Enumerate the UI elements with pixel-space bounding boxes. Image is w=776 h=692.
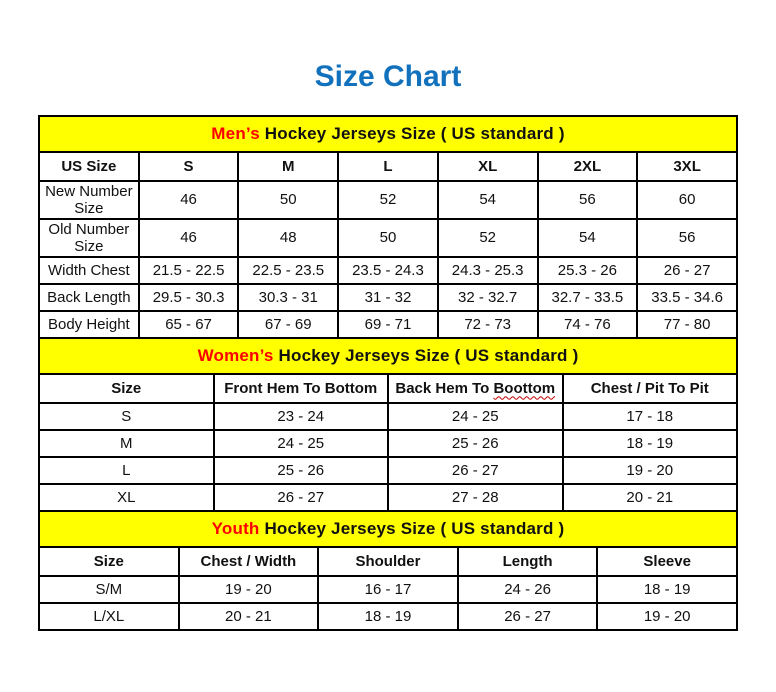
womens-caption-row <box>39 338 737 374</box>
column-header: Size <box>39 547 179 576</box>
table-row <box>39 311 737 338</box>
table-cell: 26 - 27 <box>214 484 389 511</box>
table-cell: 19 - 20 <box>179 576 319 603</box>
column-header: M <box>238 152 338 181</box>
row-label: New Number Size <box>39 181 139 219</box>
column-header: Sleeve <box>597 547 737 576</box>
row-label: Width Chest <box>39 257 139 284</box>
table-cell: 60 <box>637 181 737 219</box>
row-label: Old Number Size <box>39 219 139 257</box>
table-row <box>39 403 737 430</box>
row-label: M <box>39 430 214 457</box>
table-cell: 56 <box>637 219 737 257</box>
youth-size-table <box>38 510 738 631</box>
table-cell: 18 - 19 <box>318 603 458 630</box>
table-cell: 24 - 25 <box>388 403 563 430</box>
table-cell: 72 - 73 <box>438 311 538 338</box>
table-row <box>39 603 737 630</box>
column-header-text: Back Hem To <box>395 379 494 397</box>
column-header: US Size <box>39 152 139 181</box>
table-cell: 30.3 - 31 <box>238 284 338 311</box>
table-cell: 25 - 26 <box>214 457 389 484</box>
table-cell: 21.5 - 22.5 <box>139 257 239 284</box>
table-cell: 33.5 - 34.6 <box>637 284 737 311</box>
table-row <box>39 284 737 311</box>
column-header <box>388 374 563 403</box>
column-header: Chest / Width <box>179 547 319 576</box>
column-header: Size <box>39 374 214 403</box>
womens-size-table <box>38 337 738 512</box>
table-row <box>39 430 737 457</box>
table-cell: 19 - 20 <box>563 457 738 484</box>
table-row <box>39 257 737 284</box>
column-header: Front Hem To Bottom <box>214 374 389 403</box>
table-cell: 18 - 19 <box>563 430 738 457</box>
table-row <box>39 576 737 603</box>
column-header: 3XL <box>637 152 737 181</box>
table-cell: 52 <box>338 181 438 219</box>
table-cell: 22.5 - 23.5 <box>238 257 338 284</box>
table-cell: 46 <box>139 219 239 257</box>
caption-highlight: Men’s <box>211 123 260 143</box>
youth-caption-row <box>39 511 737 547</box>
table-cell: 65 - 67 <box>139 311 239 338</box>
column-header: Chest / Pit To Pit <box>563 374 738 403</box>
row-label: L/XL <box>39 603 179 630</box>
youth-section-caption <box>39 511 737 547</box>
row-label: Back Length <box>39 284 139 311</box>
table-cell: 50 <box>338 219 438 257</box>
table-cell: 23 - 24 <box>214 403 389 430</box>
table-cell: 69 - 71 <box>338 311 438 338</box>
table-cell: 24 - 26 <box>458 576 598 603</box>
page-title: Size Chart <box>314 60 462 93</box>
table-cell: 26 - 27 <box>388 457 563 484</box>
table-cell: 18 - 19 <box>597 576 737 603</box>
womens-section-caption <box>39 338 737 374</box>
row-label: XL <box>39 484 214 511</box>
table-cell: 25.3 - 26 <box>538 257 638 284</box>
row-label: L <box>39 457 214 484</box>
table-cell: 24 - 25 <box>214 430 389 457</box>
table-cell: 20 - 21 <box>563 484 738 511</box>
table-cell: 23.5 - 24.3 <box>338 257 438 284</box>
table-cell: 54 <box>438 181 538 219</box>
table-cell: 56 <box>538 181 638 219</box>
table-cell: 24.3 - 25.3 <box>438 257 538 284</box>
table-cell: 26 - 27 <box>637 257 737 284</box>
column-header: S <box>139 152 239 181</box>
mens-header-row <box>39 152 737 181</box>
column-header: XL <box>438 152 538 181</box>
table-cell: 52 <box>438 219 538 257</box>
womens-header-row <box>39 374 737 403</box>
table-row <box>39 484 737 511</box>
table-cell: 29.5 - 30.3 <box>139 284 239 311</box>
column-header: Shoulder <box>318 547 458 576</box>
youth-header-row <box>39 547 737 576</box>
table-cell: 19 - 20 <box>597 603 737 630</box>
mens-section-caption <box>39 116 737 152</box>
column-header: 2XL <box>538 152 638 181</box>
table-row <box>39 457 737 484</box>
row-label: S/M <box>39 576 179 603</box>
size-chart-tables <box>38 115 738 631</box>
caption-text: Hockey Jerseys Size ( US standard ) <box>273 345 579 365</box>
row-label: Body Height <box>39 311 139 338</box>
table-cell: 50 <box>238 181 338 219</box>
table-cell: 54 <box>538 219 638 257</box>
mens-caption-row <box>39 116 737 152</box>
misspelled-word-spellcheck-underline: Boottom <box>493 379 556 397</box>
caption-highlight: Women’s <box>197 345 274 365</box>
table-cell: 25 - 26 <box>388 430 563 457</box>
column-header: Length <box>458 547 598 576</box>
column-header: L <box>338 152 438 181</box>
table-row <box>39 219 737 257</box>
table-cell: 48 <box>238 219 338 257</box>
table-cell: 27 - 28 <box>388 484 563 511</box>
mens-size-table <box>38 115 738 339</box>
table-cell: 31 - 32 <box>338 284 438 311</box>
table-cell: 74 - 76 <box>538 311 638 338</box>
table-row <box>39 181 737 219</box>
table-cell: 20 - 21 <box>179 603 319 630</box>
row-label: S <box>39 403 214 430</box>
table-cell: 46 <box>139 181 239 219</box>
caption-text: Hockey Jerseys Size ( US standard ) <box>259 518 565 538</box>
caption-text: Hockey Jerseys Size ( US standard ) <box>259 123 565 143</box>
table-cell: 32.7 - 33.5 <box>538 284 638 311</box>
table-cell: 16 - 17 <box>318 576 458 603</box>
table-cell: 67 - 69 <box>238 311 338 338</box>
table-cell: 17 - 18 <box>563 403 738 430</box>
table-cell: 77 - 80 <box>637 311 737 338</box>
table-cell: 32 - 32.7 <box>438 284 538 311</box>
caption-highlight: Youth <box>211 518 260 538</box>
table-cell: 26 - 27 <box>458 603 598 630</box>
